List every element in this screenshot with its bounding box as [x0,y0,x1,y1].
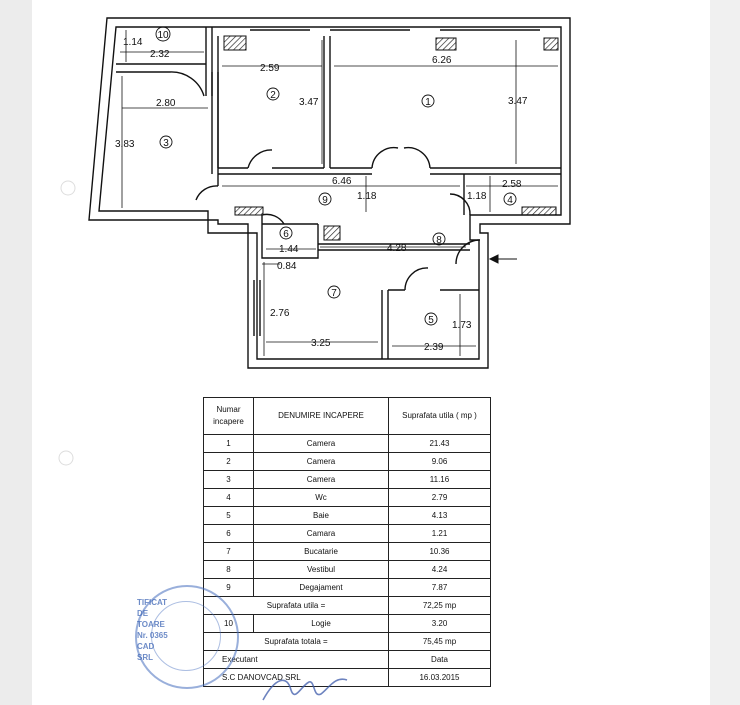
executant-header-row [204,651,491,669]
row-area: 11.16 [389,471,491,489]
header-room-number: Numar incapere [204,398,254,435]
dim-1-44: 1.44 [279,244,299,255]
row-number: 7 [204,543,254,561]
stamp-text: TIFICAT DE TOARE Nr. 0365 CAD SRL [137,598,168,662]
row-name: Degajament [254,579,389,597]
table-row [204,507,491,525]
dim-3-47-room1: 3.47 [508,96,528,107]
row-number: 3 [204,471,254,489]
total-area-label: Suprafata totala = [204,633,389,651]
room-label-1: 1 [425,97,431,108]
page-left-margin [0,0,32,705]
dim-0-84: 0.84 [277,261,297,272]
room-label-2: 2 [270,90,276,101]
certification-stamp [135,585,239,689]
header-useful-area: Suprafata utila ( mp ) [389,398,491,435]
row-name: Wc [254,489,389,507]
executant-name: S.C DANOVCAD SRL [204,669,389,687]
dim-3-47-room2: 3.47 [299,97,319,108]
total-area-value: 75,45 mp [389,633,491,651]
table-row [204,489,491,507]
useful-area-value: 72,25 mp [389,597,491,615]
table-row [204,579,491,597]
room-label-5: 5 [428,315,434,326]
row-area: 4.13 [389,507,491,525]
row-name: Baie [254,507,389,525]
room-label-8: 8 [436,235,442,246]
dim-1-18-wc: 1.18 [467,191,487,202]
dim-4-28: 4.28 [387,243,407,254]
row-number: 6 [204,525,254,543]
room-label-3: 3 [163,138,169,149]
signature [255,668,365,705]
row-number: 5 [204,507,254,525]
dim-1-73: 1.73 [452,320,472,331]
row-number: 1 [204,435,254,453]
table-row [204,561,491,579]
row-area: 9.06 [389,453,491,471]
room-label-9: 9 [322,195,328,206]
room-label-10: 10 [157,30,169,41]
rooms-area-table [203,397,491,687]
dim-1-18-hall: 1.18 [357,191,377,202]
row-name: Camera [254,435,389,453]
dim-2-76: 2.76 [270,308,290,319]
document-page [32,0,710,705]
row-name: Bucatarie [254,543,389,561]
dim-2-32: 2.32 [150,49,170,60]
table-row [204,471,491,489]
dim-2-80: 2.80 [156,98,176,109]
table-row [204,525,491,543]
dim-6-26: 6.26 [432,55,452,66]
loggia-name: Logie [254,615,389,633]
dim-3-25: 3.25 [311,338,331,349]
room-label-6: 6 [283,229,289,240]
loggia-area: 3.20 [389,615,491,633]
date-label: Data [389,651,491,669]
row-area: 2.79 [389,489,491,507]
dim-1-14: 1.14 [123,37,143,48]
row-area: 4.24 [389,561,491,579]
useful-area-row [204,597,491,615]
total-area-row [204,633,491,651]
room-label-4: 4 [507,195,513,206]
table-row [204,543,491,561]
dim-6-46: 6.46 [332,176,352,187]
table-row [204,435,491,453]
row-area: 1.21 [389,525,491,543]
dim-2-59: 2.59 [260,63,280,74]
page-right-margin [710,0,740,705]
table-row [204,453,491,471]
row-name: Camara [254,525,389,543]
useful-area-label: Suprafata utila = [204,597,389,615]
header-room-name: DENUMIRE INCAPERE [254,398,389,435]
execution-date: 16.03.2015 [389,669,491,687]
row-name: Camera [254,453,389,471]
row-name: Camera [254,471,389,489]
row-area: 7.87 [389,579,491,597]
dim-2-39: 2.39 [424,342,444,353]
dim-2-58: 2.58 [502,179,522,190]
row-area: 21.43 [389,435,491,453]
executant-label: Executant [204,651,389,669]
loggia-number: 10 [204,615,254,633]
dim-3-83: 3.83 [115,139,135,150]
row-area: 10.36 [389,543,491,561]
row-number: 9 [204,579,254,597]
row-number: 8 [204,561,254,579]
row-name: Vestibul [254,561,389,579]
row-number: 2 [204,453,254,471]
entrance-arrow-icon [490,255,517,263]
row-number: 4 [204,489,254,507]
loggia-row [204,615,491,633]
room-label-7: 7 [331,288,337,299]
